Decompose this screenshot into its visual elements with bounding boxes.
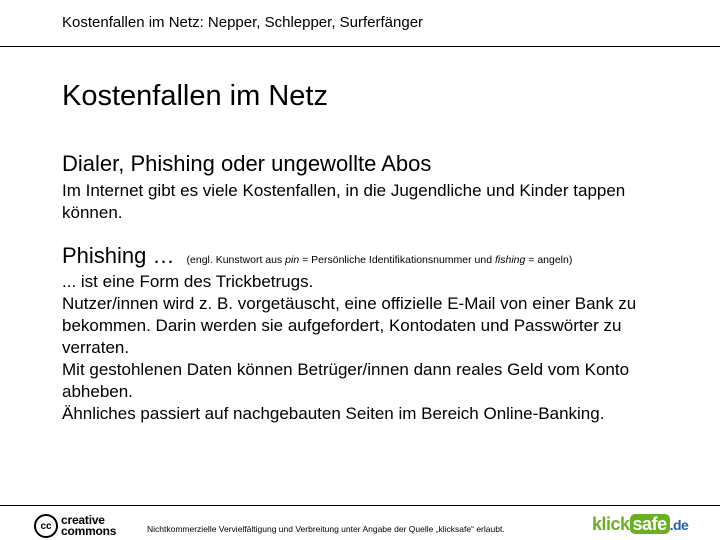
definition-term-pin: pin <box>285 254 300 266</box>
creative-commons-logo <box>34 514 116 538</box>
definition-term-fishing: fishing <box>495 254 526 266</box>
definition-suffix: = angeln) <box>525 254 573 266</box>
cc-wordmark <box>61 515 116 537</box>
slide-title: Kostenfallen im Netz <box>62 80 328 112</box>
header-title: Kostenfallen im Netz: Nepper, Schlepper, Surferfänger <box>62 14 424 31</box>
intro-text: Im Internet gibt es viele Kostenfallen, in die Jugendliche und Kinder tappen können. <box>62 181 626 222</box>
phishing-row <box>62 242 682 271</box>
footer-divider <box>0 505 720 506</box>
footer <box>0 512 720 540</box>
logo-part-de: .de <box>669 517 689 533</box>
slide-content <box>62 150 682 425</box>
logo-part-safe: safe <box>630 514 670 534</box>
cc-word-commons: commons <box>61 524 117 538</box>
phishing-definition <box>187 249 573 271</box>
header-divider <box>0 46 720 47</box>
license-note: Nichtkommerzielle Vervielfältigung und Verbreitung unter Angabe der Quelle „klicksafe“ erlaubt. <box>147 524 505 534</box>
cc-word-creative: creative <box>61 513 105 527</box>
section-heading: Dialer, Phishing oder ungewollte Abos <box>62 151 432 176</box>
cc-icon: cc <box>34 514 58 538</box>
paragraph-definition: ... ist eine Form des Trickbetrugs. <box>62 272 314 291</box>
definition-middle: = Persönliche Identifikationsnummer und <box>299 254 495 266</box>
paragraph-bank-email: Nutzer/innen wird z. B. vorgetäuscht, eine offizielle E-Mail von einer Bank zu bekommen. Darin werden sie aufgefordert, Kontodaten und Passwörter zu verraten. <box>62 294 637 357</box>
klicksafe-logo <box>592 514 688 535</box>
definition-prefix: (engl. Kunstwort aus <box>186 254 286 266</box>
logo-part-klick: klick <box>592 514 630 534</box>
phishing-heading: Phishing … <box>62 243 175 268</box>
paragraph-stolen-data: Mit gestohlenen Daten können Betrüger/innen dann reales Geld vom Konto abheben. <box>62 360 630 401</box>
paragraph-online-banking: Ähnliches passiert auf nachgebauten Seiten im Bereich Online-Banking. <box>62 404 605 423</box>
